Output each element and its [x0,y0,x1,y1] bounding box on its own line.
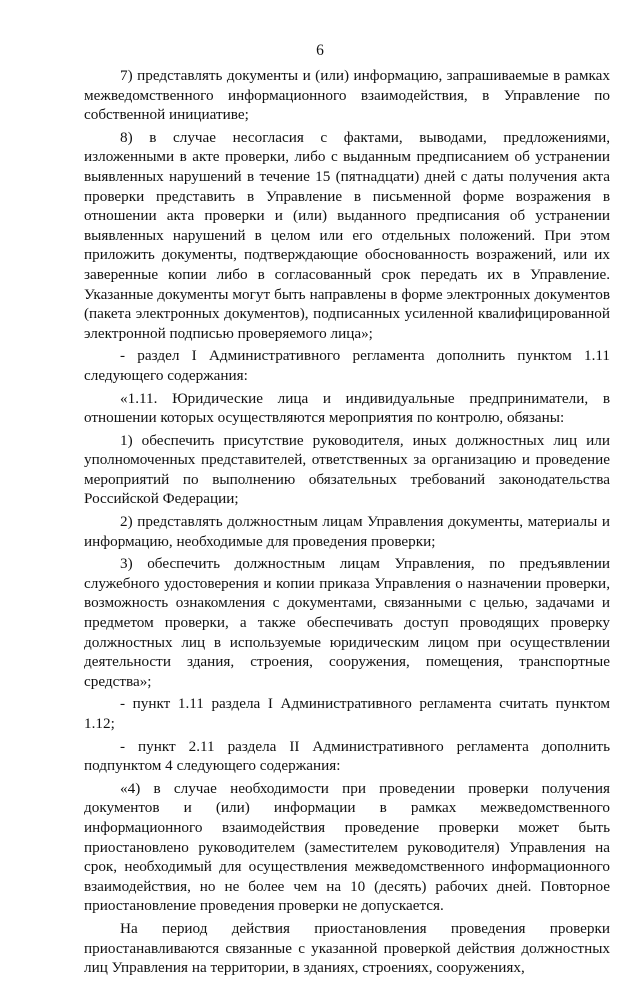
page-number: 6 [316,42,324,59]
document-body [84,66,610,981]
paragraph-suspension-period: На период действия приостановления проведения проверки приостанавливаются связанные с указанной проверкой действия должностных лиц Управления на территории, в зданиях, строениях, сооружениях, [84,919,610,977]
paragraph-section-i-amendment: - раздел I Административного регламента дополнить пунктом 1.11 следующего содержания: [84,347,610,384]
paragraph-obligation-1: 1) обеспечить присутствие руководителя, иных должностных лиц или уполномоченных представителей, ответственных за организацию и проведение мероприятий по выполнению обязательных требований законодательства Российской Федерации; [84,431,610,508]
paragraph-item-8: 8) в случае несогласия с фактами, выводами, предложениями, изложенными в акте проверки, либо с выданным предписанием об устранении выявленных нарушений в течение 15 (пятнадцати) дней с даты получения акта проверки представить в Управление в письменной форме возражения в отношении акта проверки и (или) выданного предписания об устранении выявленных нарушений в целом или его отдельных положений. При этом приложить документы, подтверждающие обоснованность возражений, или их заверенные копии либо в согласованный срок передать их в Управление. Указанные документы могут быть направлены в форме электронных документов (пакета электронных документов), подписанных усиленной квалифицированной электронной подписью проверяемого лица»; [84,128,610,342]
paragraph-renumber-clause: - пункт 1.11 раздела I Административного регламента считать пунктом 1.12; [84,695,610,732]
paragraph-section-ii-amendment: - пункт 2.11 раздела II Административного регламента дополнить подпунктом 4 следующего содержания: [84,737,610,775]
paragraph-item-7: 7) представлять документы и (или) информацию, запрашиваемые в рамках межведомственного информационного взаимодействия, в Управление по собственной инициативе; [84,67,610,124]
paragraph-subclause-4: «4) в случае необходимости при проведении проверки получения документов и (или) информации в рамках межведомственного информационного взаимодействия проведение проверки может быть приостановлено руководителем (заместителем руководителя) Управления на срок, необходимый для осуществления межведомственного информационного взаимодействия, но не более чем на 10 (десять) рабочих дней. Повторное приостановление проведения проверки не допускается. [84,779,610,915]
paragraph-obligation-3: 3) обеспечить должностным лицам Управления, по предъявлении служебного удостоверения и копии приказа Управления о назначении проверки, возможность ознакомления с документами, связанными с целью, задачами и предметом проверки, а также обеспечивать доступ проводящих проверку должностных лиц в используемые юридическим лицом при осуществлении деятельности здания, строения, сооружения, помещения, транспортные средства»; [84,555,610,690]
paragraph-obligation-2: 2) представлять должностным лицам Управления документы, материалы и информацию, необходимые для проведения проверки; [84,513,610,550]
paragraph-clause-1-11: «1.11. Юридические лица и индивидуальные предприниматели, в отношении которых осуществляются мероприятия по контролю, обязаны: [84,389,610,427]
